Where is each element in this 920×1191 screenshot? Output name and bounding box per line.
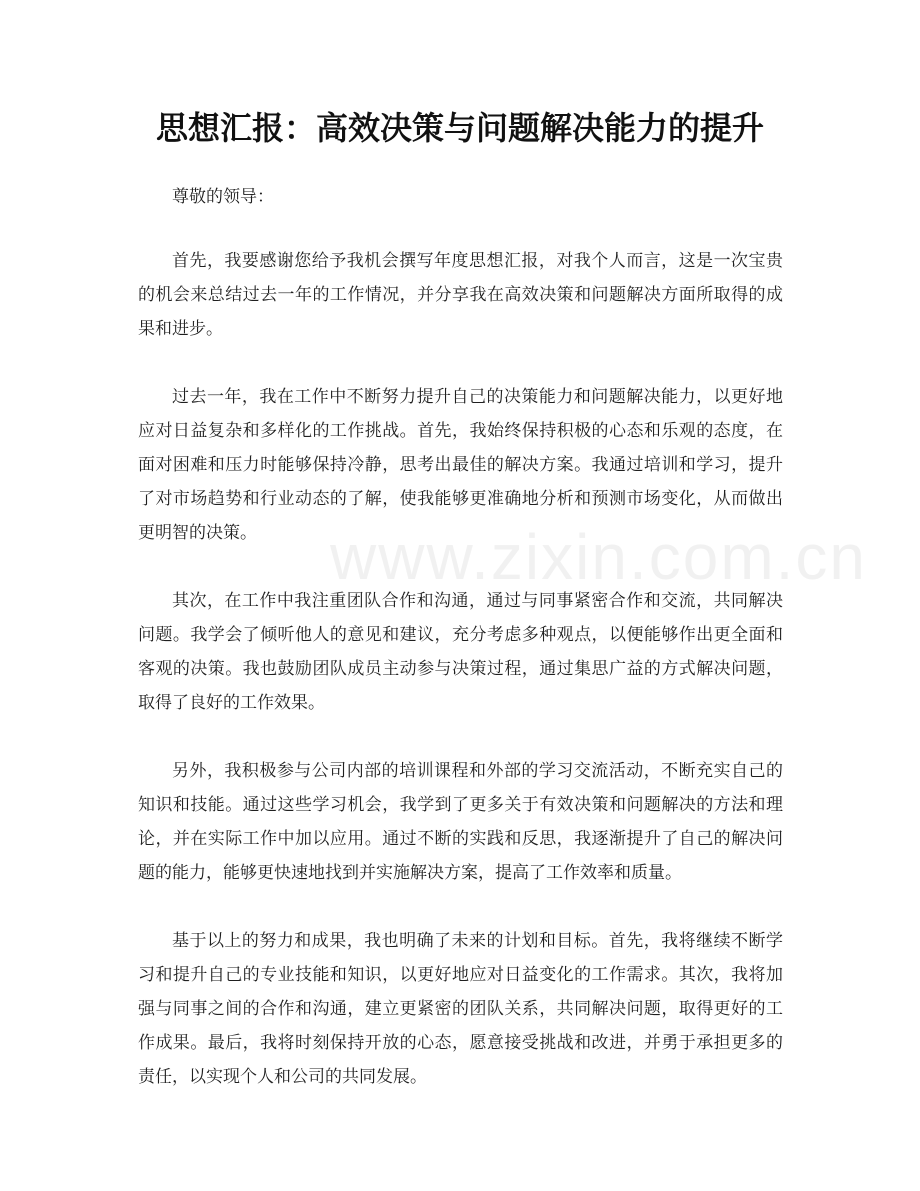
document-title: 思想汇报：高效决策与问题解决能力的提升 <box>155 109 764 147</box>
document-body <box>138 180 783 1128</box>
paragraph-5: 基于以上的努力和成果，我也明确了未来的计划和目标。首先，我将继续不断学习和提升自己的专业技能和知识，以更好地应对日益变化的工作需求。其次，我将加强与同事之间的合作和沟通，建立更紧密的团队关系，共同解决问题，取得更好的工作成果。最后，我将时刻保持开放的心态，愿意接受挑战和改进，并勇于承担更多的责任，以实现个人和公司的共同发展。 <box>138 931 783 1087</box>
paragraph-2: 过去一年，我在工作中不断努力提升自己的决策能力和问题解决能力，以更好地应对日益复杂和多样化的工作挑战。首先，我始终保持积极的心态和乐观的态度，在面对困难和压力时能够保持冷静，思考出最佳的解决方案。我通过培训和学习，提升了对市场趋势和行业动态的了解，使我能够更准确地分析和预测市场变化，从而做出更明智的决策。 <box>138 387 783 543</box>
paragraph-3: 其次，在工作中我注重团队合作和沟通，通过与同事紧密合作和交流，共同解决问题。我学会了倾听他人的意见和建议，充分考虑多种观点，以便能够作出更全面和客观的决策。我也鼓励团队成员主动参与决策过程，通过集思广益的方式解决问题，取得了良好的工作效果。 <box>138 591 783 713</box>
paragraph-4: 另外，我积极参与公司内部的培训课程和外部的学习交流活动，不断充实自己的知识和技能。通过这些学习机会，我学到了更多关于有效决策和问题解决的方法和理论，并在实际工作中加以应用。通过不断的实践和反思，我逐渐提升了自己的解决问题的能力，能够更快速地找到并实施解决方案，提高了工作效率和质量。 <box>138 761 783 883</box>
watermark: www.zixin.com.cn <box>330 521 867 593</box>
salutation: 尊敬的领导： <box>172 187 274 207</box>
paragraph-1: 首先，我要感谢您给予我机会撰写年度思想汇报，对我个人而言，这是一次宝贵的机会来总结过去一年的工作情况，并分享我在高效决策和问题解决方面所取得的成果和进步。 <box>138 251 783 339</box>
